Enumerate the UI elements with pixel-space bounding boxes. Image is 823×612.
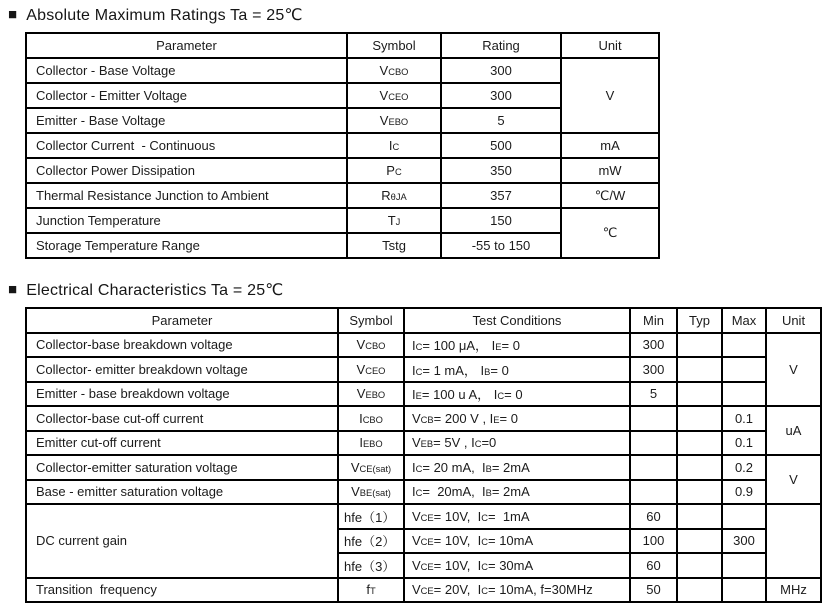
cell-rating: 300 bbox=[441, 58, 561, 83]
cell-min: 300 bbox=[630, 333, 677, 358]
cell-max bbox=[722, 382, 766, 407]
row-emitter-cutoff bbox=[26, 431, 821, 456]
row-vce-sat bbox=[26, 455, 821, 480]
row-vbe-sat bbox=[26, 480, 821, 505]
cell-symbol: VCEO bbox=[338, 357, 404, 382]
cell-max bbox=[722, 553, 766, 578]
cell-unit: MHz bbox=[766, 578, 821, 603]
col-header-min: Min bbox=[630, 308, 677, 333]
cell-rating: 150 bbox=[441, 208, 561, 233]
col-header-unit: Unit bbox=[766, 308, 821, 333]
cell-parameter: Emitter - Base Voltage bbox=[26, 108, 347, 133]
cell-typ bbox=[677, 431, 722, 456]
row-transition-frequency bbox=[26, 578, 821, 603]
cell-typ bbox=[677, 529, 722, 554]
cell-parameter: Collector-base breakdown voltage bbox=[26, 333, 338, 358]
col-header-parameter: Parameter bbox=[26, 33, 347, 58]
cell-test-conditions: VCB= 200 V , IE= 0 bbox=[404, 406, 630, 431]
cell-test-conditions: VCE= 20V, IC= 10mA, f=30MHz bbox=[404, 578, 630, 603]
cell-typ bbox=[677, 357, 722, 382]
cell-parameter: Transition frequency bbox=[26, 578, 338, 603]
cell-test-conditions: VEB= 5V , IC=0 bbox=[404, 431, 630, 456]
cell-symbol: VCE(sat) bbox=[338, 455, 404, 480]
col-header-max: Max bbox=[722, 308, 766, 333]
cell-parameter: Collector - Base Voltage bbox=[26, 58, 347, 83]
row-thermal-resistance bbox=[26, 183, 659, 208]
cell-min: 60 bbox=[630, 553, 677, 578]
cell-test-conditions: IC= 20mA, IB= 2mA bbox=[404, 480, 630, 505]
cell-rating: 350 bbox=[441, 158, 561, 183]
row-collector-emitter-breakdown bbox=[26, 357, 821, 382]
electrical-characteristics-table bbox=[25, 307, 822, 603]
cell-parameter: Emitter - base breakdown voltage bbox=[26, 382, 338, 407]
table-header-row bbox=[26, 308, 821, 333]
cell-symbol: hfe（3） bbox=[338, 553, 404, 578]
section-title-electrical-characteristics bbox=[0, 259, 823, 300]
cell-symbol: VEBO bbox=[338, 382, 404, 407]
row-collector-current bbox=[26, 133, 659, 158]
cell-test-conditions: VCE= 10V, IC= 10mA bbox=[404, 529, 630, 554]
cell-symbol: VBE(sat) bbox=[338, 480, 404, 505]
cell-symbol: VEBO bbox=[347, 108, 441, 133]
cell-parameter: Collector Power Dissipation bbox=[26, 158, 347, 183]
cell-unit: mW bbox=[561, 158, 659, 183]
cell-parameter: Base - emitter saturation voltage bbox=[26, 480, 338, 505]
cell-symbol: ICBO bbox=[338, 406, 404, 431]
cell-typ bbox=[677, 382, 722, 407]
black-square-bullet-icon: ■ bbox=[8, 5, 18, 23]
cell-typ bbox=[677, 455, 722, 480]
cell-parameter: Emitter cut-off current bbox=[26, 431, 338, 456]
cell-max bbox=[722, 357, 766, 382]
cell-typ bbox=[677, 553, 722, 578]
cell-typ bbox=[677, 578, 722, 603]
cell-symbol: RθJA bbox=[347, 183, 441, 208]
black-square-bullet-icon: ■ bbox=[8, 280, 18, 298]
cell-min bbox=[630, 431, 677, 456]
cell-test-conditions: VCE= 10V, IC= 30mA bbox=[404, 553, 630, 578]
cell-rating: 5 bbox=[441, 108, 561, 133]
cell-max: 300 bbox=[722, 529, 766, 554]
cell-symbol: hfe（2） bbox=[338, 529, 404, 554]
col-header-symbol: Symbol bbox=[347, 33, 441, 58]
table-header-row bbox=[26, 33, 659, 58]
cell-parameter-dc-current-gain-merged: DC current gain bbox=[26, 504, 338, 578]
row-collector-base-cutoff bbox=[26, 406, 821, 431]
cell-min: 100 bbox=[630, 529, 677, 554]
cell-unit-voltage-merged: V bbox=[561, 58, 659, 133]
cell-symbol: PC bbox=[347, 158, 441, 183]
cell-max: 0.1 bbox=[722, 406, 766, 431]
row-emitter-base-breakdown bbox=[26, 382, 821, 407]
cell-symbol: TJ bbox=[347, 208, 441, 233]
row-collector-base-breakdown bbox=[26, 333, 821, 358]
cell-min bbox=[630, 406, 677, 431]
cell-typ bbox=[677, 504, 722, 529]
cell-min: 60 bbox=[630, 504, 677, 529]
cell-max bbox=[722, 578, 766, 603]
col-header-typ: Typ bbox=[677, 308, 722, 333]
cell-unit-cutoff-merged: uA bbox=[766, 406, 821, 455]
cell-rating: -55 to 150 bbox=[441, 233, 561, 258]
cell-parameter: Storage Temperature Range bbox=[26, 233, 347, 258]
cell-symbol: VCBO bbox=[338, 333, 404, 358]
cell-parameter: Collector Current - Continuous bbox=[26, 133, 347, 158]
cell-parameter: Collector-emitter saturation voltage bbox=[26, 455, 338, 480]
cell-parameter: Junction Temperature bbox=[26, 208, 347, 233]
row-junction-temperature bbox=[26, 208, 659, 233]
cell-parameter: Thermal Resistance Junction to Ambient bbox=[26, 183, 347, 208]
col-header-parameter: Parameter bbox=[26, 308, 338, 333]
cell-parameter: Collector - Emitter Voltage bbox=[26, 83, 347, 108]
row-hfe-1 bbox=[26, 504, 821, 529]
cell-rating: 300 bbox=[441, 83, 561, 108]
cell-max bbox=[722, 504, 766, 529]
cell-symbol: VCEO bbox=[347, 83, 441, 108]
cell-test-conditions: VCE= 10V, IC= 1mA bbox=[404, 504, 630, 529]
col-header-rating: Rating bbox=[441, 33, 561, 58]
col-header-test-conditions: Test Conditions bbox=[404, 308, 630, 333]
absolute-maximum-ratings-table bbox=[25, 32, 660, 259]
cell-unit-saturation-merged: V bbox=[766, 455, 821, 504]
cell-symbol: Tstg bbox=[347, 233, 441, 258]
cell-unit: ℃/W bbox=[561, 183, 659, 208]
cell-symbol: hfe（1） bbox=[338, 504, 404, 529]
cell-typ bbox=[677, 406, 722, 431]
cell-parameter: Collector-base cut-off current bbox=[26, 406, 338, 431]
cell-unit-gain-merged bbox=[766, 504, 821, 578]
cell-typ bbox=[677, 480, 722, 505]
cell-unit-breakdown-merged: V bbox=[766, 333, 821, 407]
section-title-absolute-maximum-ratings bbox=[0, 0, 823, 25]
cell-symbol: VCBO bbox=[347, 58, 441, 83]
cell-symbol: fT bbox=[338, 578, 404, 603]
cell-max bbox=[722, 333, 766, 358]
cell-min bbox=[630, 455, 677, 480]
cell-unit: mA bbox=[561, 133, 659, 158]
cell-min: 300 bbox=[630, 357, 677, 382]
cell-min bbox=[630, 480, 677, 505]
col-header-unit: Unit bbox=[561, 33, 659, 58]
cell-max: 0.2 bbox=[722, 455, 766, 480]
cell-test-conditions: IC= 1 mA， IB= 0 bbox=[404, 357, 630, 382]
cell-test-conditions: IC= 100 μA， IE= 0 bbox=[404, 333, 630, 358]
cell-max: 0.1 bbox=[722, 431, 766, 456]
row-collector-base-voltage bbox=[26, 58, 659, 83]
cell-min: 5 bbox=[630, 382, 677, 407]
cell-typ bbox=[677, 333, 722, 358]
cell-symbol: IC bbox=[347, 133, 441, 158]
cell-max: 0.9 bbox=[722, 480, 766, 505]
cell-test-conditions: IE= 100 u A， IC= 0 bbox=[404, 382, 630, 407]
section-title-text: Electrical Characteristics Ta = 25℃ bbox=[26, 282, 284, 299]
cell-unit-temperature-merged: ℃ bbox=[561, 208, 659, 258]
section-title-text: Absolute Maximum Ratings Ta = 25℃ bbox=[26, 7, 303, 24]
cell-test-conditions: IC= 20 mA, IB= 2mA bbox=[404, 455, 630, 480]
cell-rating: 500 bbox=[441, 133, 561, 158]
row-collector-power-dissipation bbox=[26, 158, 659, 183]
cell-min: 50 bbox=[630, 578, 677, 603]
cell-parameter: Collector- emitter breakdown voltage bbox=[26, 357, 338, 382]
col-header-symbol: Symbol bbox=[338, 308, 404, 333]
cell-symbol: IEBO bbox=[338, 431, 404, 456]
cell-rating: 357 bbox=[441, 183, 561, 208]
